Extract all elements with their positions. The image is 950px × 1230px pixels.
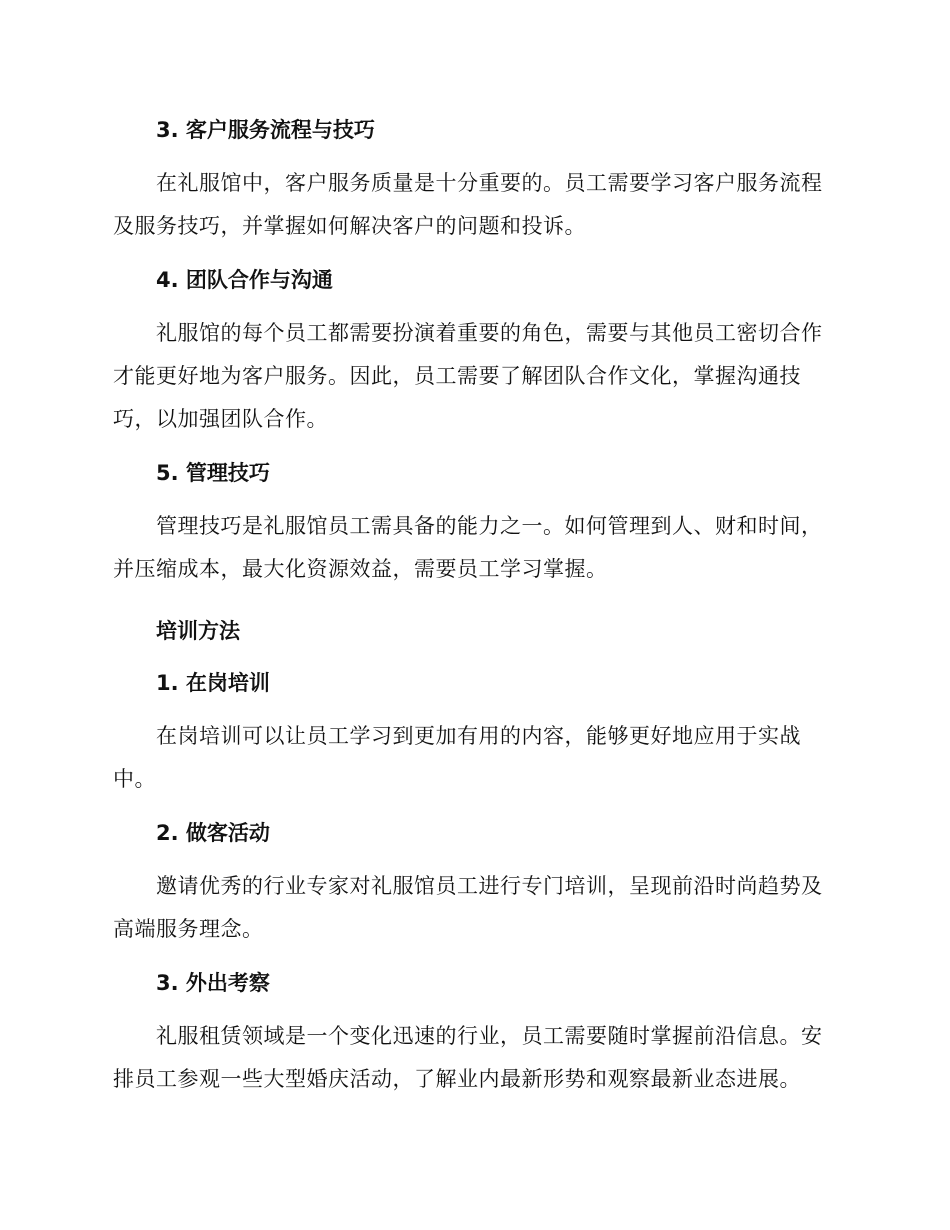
section-heading-guest-activity: 2. 做客活动	[156, 821, 270, 845]
section-body-management: 管理技巧是礼服馆员工需具备的能力之一。如何管理到人、财和时间，并压缩成本，最大化资源效益，需要员工学习掌握。	[113, 514, 823, 581]
section-body-field-visit: 礼服租赁领域是一个变化迅速的行业，员工需要随时掌握前沿信息。安排员工参观一些大型婚庆活动，了解业内最新形势和观察最新业态进展。	[113, 1024, 823, 1091]
section-heading-teamwork: 4. 团队合作与沟通	[156, 268, 333, 292]
section-heading-training-methods: 培训方法	[156, 619, 240, 643]
document-body	[113, 108, 833, 1111]
section-heading-field-visit: 3. 外出考察	[156, 971, 270, 995]
section-heading-customer-service: 3. 客户服务流程与技巧	[156, 118, 375, 142]
section-body-customer-service: 在礼服馆中，客户服务质量是十分重要的。员工需要学习客户服务流程及服务技巧，并掌握如何解决客户的问题和投诉。	[113, 171, 823, 238]
section-body-teamwork: 礼服馆的每个员工都需要扮演着重要的角色，需要与其他员工密切合作才能更好地为客户服务。因此，员工需要了解团队合作文化，掌握沟通技巧，以加强团队合作。	[113, 321, 823, 431]
section-body-on-the-job: 在岗培训可以让员工学习到更加有用的内容，能够更好地应用于实战中。	[113, 724, 801, 791]
section-body-guest-activity: 邀请优秀的行业专家对礼服馆员工进行专门培训，呈现前沿时尚趋势及高端服务理念。	[113, 874, 823, 941]
section-heading-management: 5. 管理技巧	[156, 461, 270, 485]
section-heading-on-the-job: 1. 在岗培训	[156, 671, 270, 695]
